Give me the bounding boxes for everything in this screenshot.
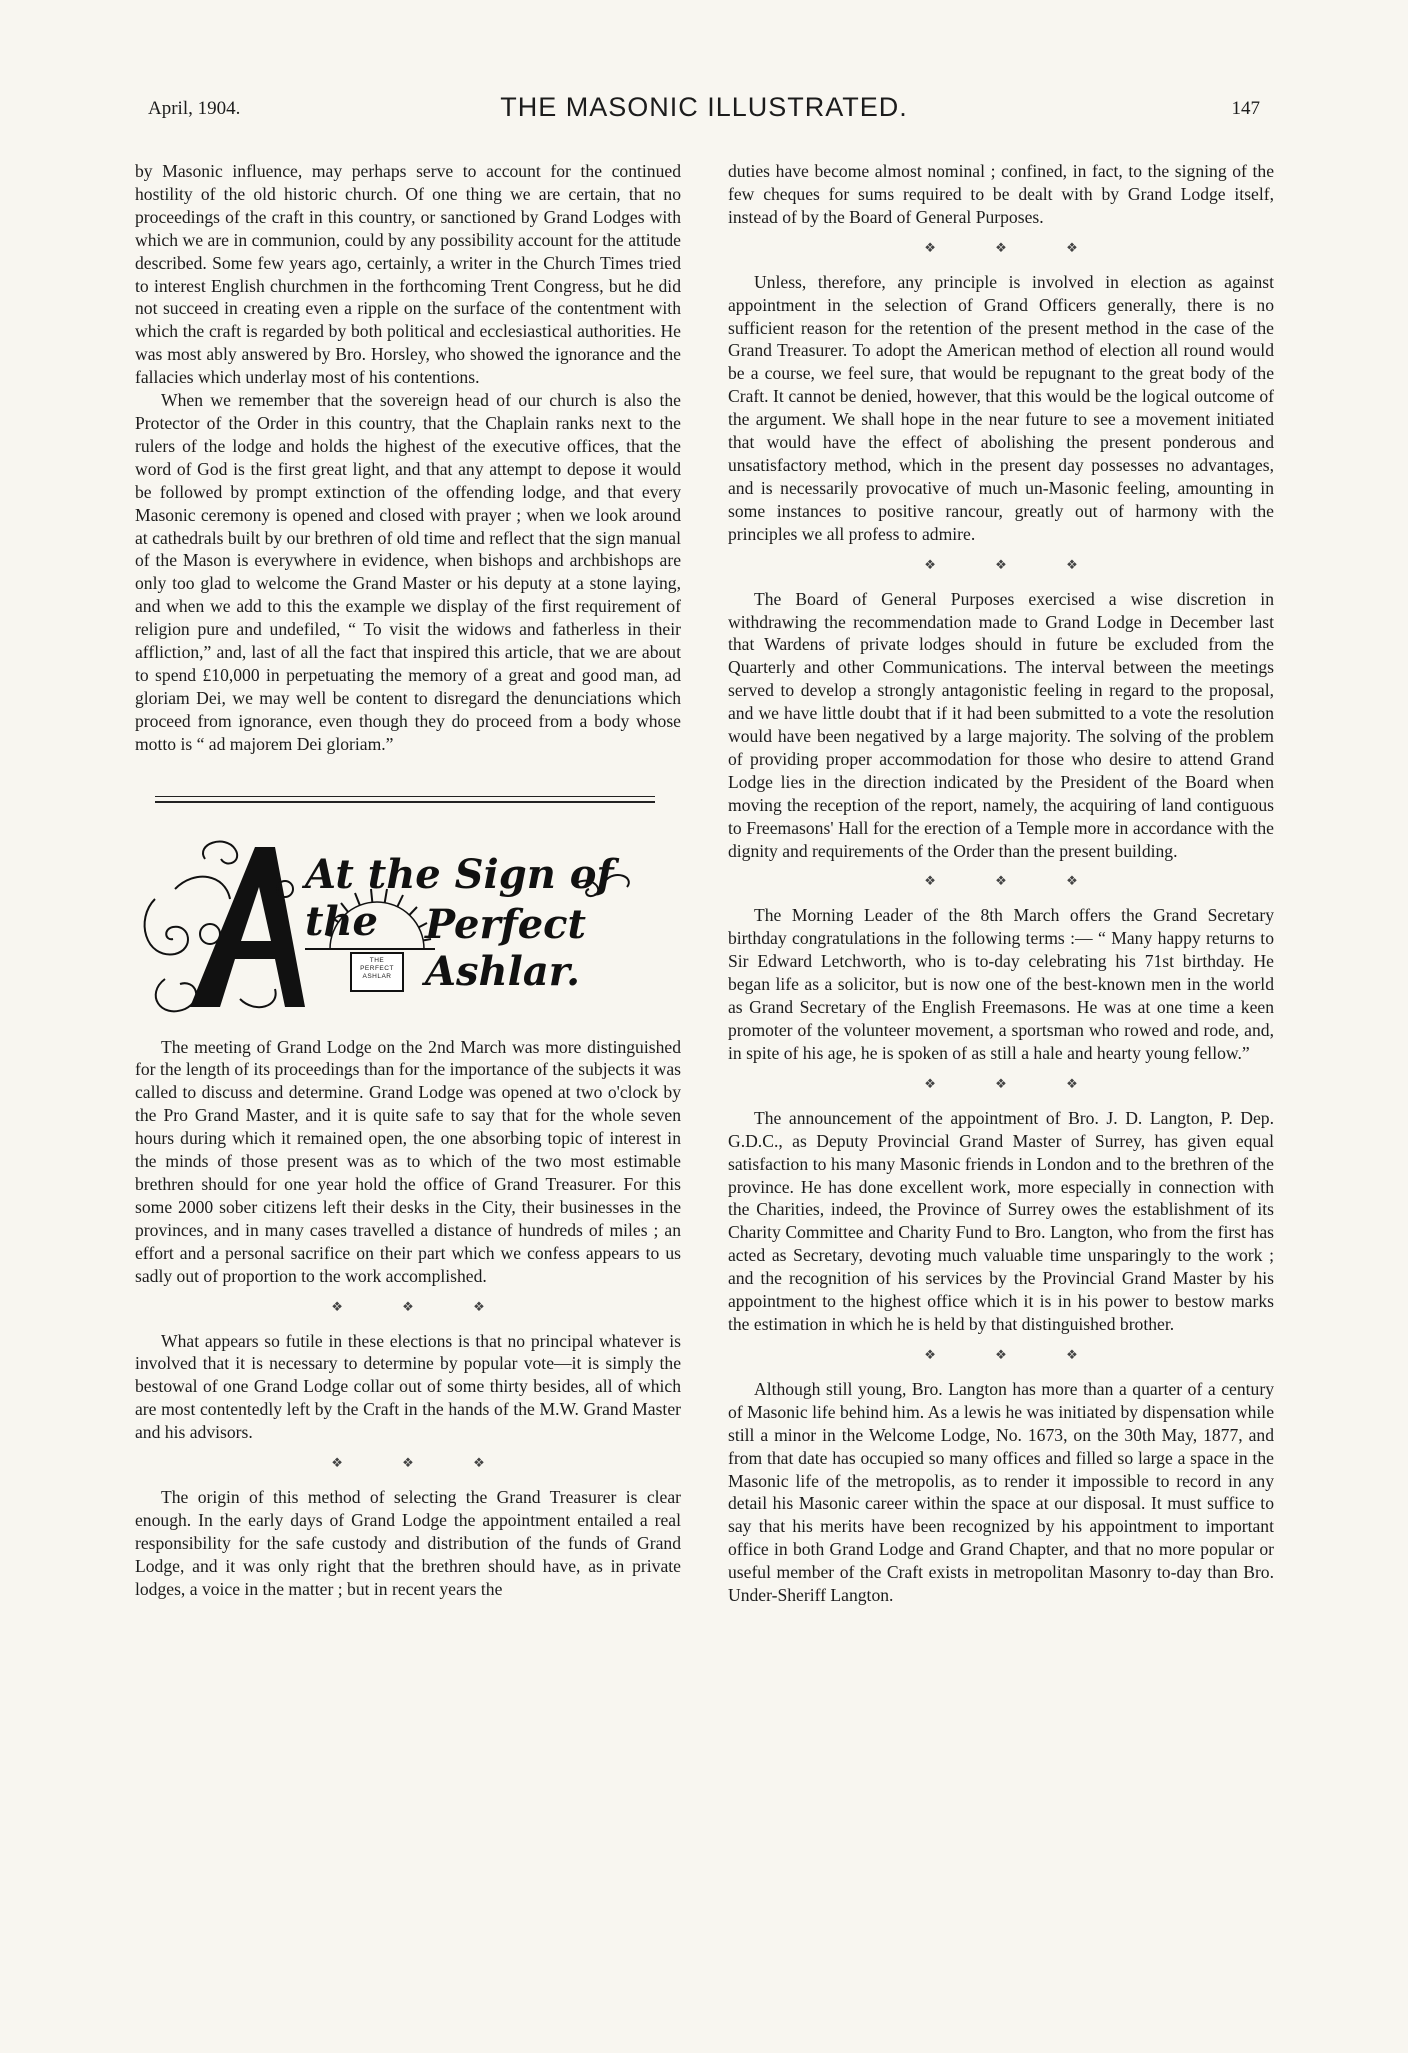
paragraph: The Board of General Purposes exercised a wise discretion in withdrawing the recommendation made to Grand Lodge in December last that Wardens of private lodges should in future be excluded from the Quarterly and other Communications. The interval between the meetings served to develop a strongly antagonistic feeling in regard to the proposal, and we have little doubt that if it had been submitted to a vote the resolution would have been negatived by a large majority. The solving of the problem of providing proper accommodation for those who desire to attend Grand Lodge lies in the direction indicated by the President of the Board when moving the reception of the report, namely, the acquiring of land contiguous to Freemasons' Hall for the erection of a Temple more in accordance with the dignity and requirements of the Order than the present building. — [728, 588, 1274, 861]
paragraph: When we remember that the sovereign head of our church is also the Protector of the Order in this country, that the Chaplain ranks next to the rulers of the lodge and holds the highest of the executive offices, that the word of God is the first great light, and that any attempt to depose it would be followed by prompt extinction of the offending lodge, and that every Masonic ceremony is opened and closed with prayer ; when we look around at cathedrals built by our brethren of old time and reflect that the sign manual of the Mason is everywhere in evidence, when bishops and archbishops are only too glad to welcome the Grand Master or his deputy at a stone laying, and when we add to this the example we display of the first requirement of religion pure and undefiled, “ To visit the widows and fatherless in their affliction,” and, last of all the fact that inspired this article, that we are about to spend £10,000 in perpetuating the memory of a great and good man, ad gloriam Dei, we may well be content to disregard the denunciations which proceed from ignorance, even though they do proceed from a body whose motto is “ ad majorem Dei gloriam.” — [135, 390, 681, 754]
masthead-title: THE MASONIC ILLUSTRATED. — [500, 92, 908, 122]
ornament-divider: ❖ ❖ ❖ — [924, 1346, 1106, 1362]
section-divider-rules — [155, 796, 655, 803]
page-number: 147 — [1231, 98, 1260, 119]
ashlar-label: THE PERFECT ASHLAR — [360, 956, 394, 980]
section-headpiece — [135, 829, 681, 1024]
paragraph: The announcement of the appointment of Bro. J. D. Langton, P. Dep. G.D.C., as Deputy Provincial Grand Master of Surrey, has given equal satisfaction to his many Masonic friends in London and to the brethren of the province. He has done excellent work, more especially in connection with the Charities, indeed, the Province of Surrey owes the establishment of its Charity Committee and Charity Fund to Bro. Langton, who from the first has acted as Secretary, devoting much valuable time unsparingly to the work ; and the recognition of his services by the Provincial Grand Master by his appointment to the highest office which it is in his power to bestow marks the estimation in which he is held by that distinguished brother. — [728, 1107, 1274, 1334]
running-header — [0, 92, 1408, 132]
divider-rule — [155, 796, 655, 797]
right-column — [728, 160, 1274, 1607]
paragraph: What appears so futile in these elections is that no principal whatever is involved that it is necessary to determine by popular vote—it is simply the bestowal of one Grand Lodge collar out of some thirty besides, all of which are most contentedly left by the Craft in the hands of the M.W. Grand Master and his advisors. — [135, 1330, 681, 1443]
ornament-divider: ❖ ❖ ❖ — [331, 1298, 513, 1314]
paragraph: by Masonic influence, may perhaps serve to account for the continued hostility of the old historic church. Of one thing we are certain, that no proceedings of the craft in this country, or sanctioned by Grand Lodges with which we are in communion, could by any possibility account for the attitude described. Some few years ago, certainly, a writer in the Church Times tried to interest English churchmen in the forthcoming Trent Congress, but he did not succeed in creating even a ripple on the surface of the contentment with which the craft is regarded by both political and ecclesiastical authorities. He was most ably answered by Bro. Horsley, who showed the ignorance and the fallacies which underlay most of his contentions. — [135, 161, 681, 388]
ornament-divider: ❖ ❖ ❖ — [924, 239, 1106, 255]
paragraph: The meeting of Grand Lodge on the 2nd March was more distinguished for the length of its proceedings than for the importance of the subjects it was called to discuss and determine. Grand Lodge was opened at two o'clock by the Pro Grand Master, and it is quite safe to say that for the whole seven hours during which it remained open, the one absorbing topic of interest in the minds of those present was as to which of the two most estimable brethren should for one year hold the office of Grand Treasurer. For this some 2000 sober citizens left their desks in the City, their businesses in the provinces, and in many cases travelled a distance of hundreds of miles ; an effort and a personal sacrifice on their part which we confess appears to us sadly out of proportion to the work accomplished. — [135, 1036, 681, 1286]
issue-date: April, 1904. — [148, 98, 241, 119]
paragraph: duties have become almost nominal ; confined, in fact, to the signing of the few cheques for sums required to be dealt with by Grand Lodge itself, instead of by the Board of General Purposes. — [728, 161, 1274, 227]
left-column — [135, 160, 681, 1601]
paragraph: Although still young, Bro. Langton has more than a quarter of a century of Masonic life behind him. As a lewis he was initiated by dispensation while still a minor in the Welcome Lodge, No. 1673, on the 30th May, 1877, and from that date has occupied so many offices and filled so large a space in the Masonic life of the metropolis, as to render it impossible to record in any detail his Masonic career within the space at our disposal. It must suffice to say that his merits have been recognized by his appointment to important office in both Grand Lodge and Grand Chapter, and that no more popular or useful member of the Craft exists in metropolitan Masonry to-day than Bro. Under-Sheriff Langton. — [728, 1378, 1274, 1606]
ornament-divider: ❖ ❖ ❖ — [924, 873, 1106, 889]
ornament-divider: ❖ ❖ ❖ — [924, 1075, 1106, 1091]
headpiece-title-line2: Perfect Ashlar. — [425, 900, 587, 995]
ornament-divider: ❖ ❖ ❖ — [924, 556, 1106, 572]
paragraph: The Morning Leader of the 8th March offers the Grand Secretary birthday congratulations in the following terms :— “ Many happy returns to Sir Edward Letchworth, who is to-day celebrating his 71st birthday. He began life as a solicitor, but is now one of the best-known men in the world as Grand Secretary of the English Freemasons. He was at one time a keen promoter of the volunteer movement, a sportsman who rowed and rode, and, in spite of his age, he is spoken of as still a hale and hearty young fellow.” — [728, 905, 1274, 1063]
headpiece-title-line1: At the Sign of the — [305, 850, 614, 945]
paragraph: The origin of this method of selecting the Grand Treasurer is clear enough. In the early days of Grand Lodge the appointment entailed a real responsibility for the safe custody and distribution of the funds of Grand Lodge, and it was only right that the brethren should have, as in private lodges, a voice in the matter ; but in recent years the — [135, 1487, 681, 1599]
ornament-divider: ❖ ❖ ❖ — [331, 1455, 513, 1471]
divider-rule — [155, 801, 655, 803]
paragraph: Unless, therefore, any principle is involved in election as against appointment in the selection of Grand Officers generally, there is no sufficient reason for the retention of the present method in the case of the Grand Treasurer. To adopt the American method of election all round would be a course, we feel sure, that would be repugnant to the great body of the Craft. It cannot be denied, however, that this would be the logical outcome of the argument. We shall hope in the near future to see a movement initiated that would have the effect of abolishing the present ponderous and unsatisfactory method, which in the present day possesses no advantages, and is necessarily provocative of much un-Masonic feeling, amounting in some instances to positive rancour, greatly out of harmony with the principles we all profess to admire. — [728, 271, 1274, 544]
